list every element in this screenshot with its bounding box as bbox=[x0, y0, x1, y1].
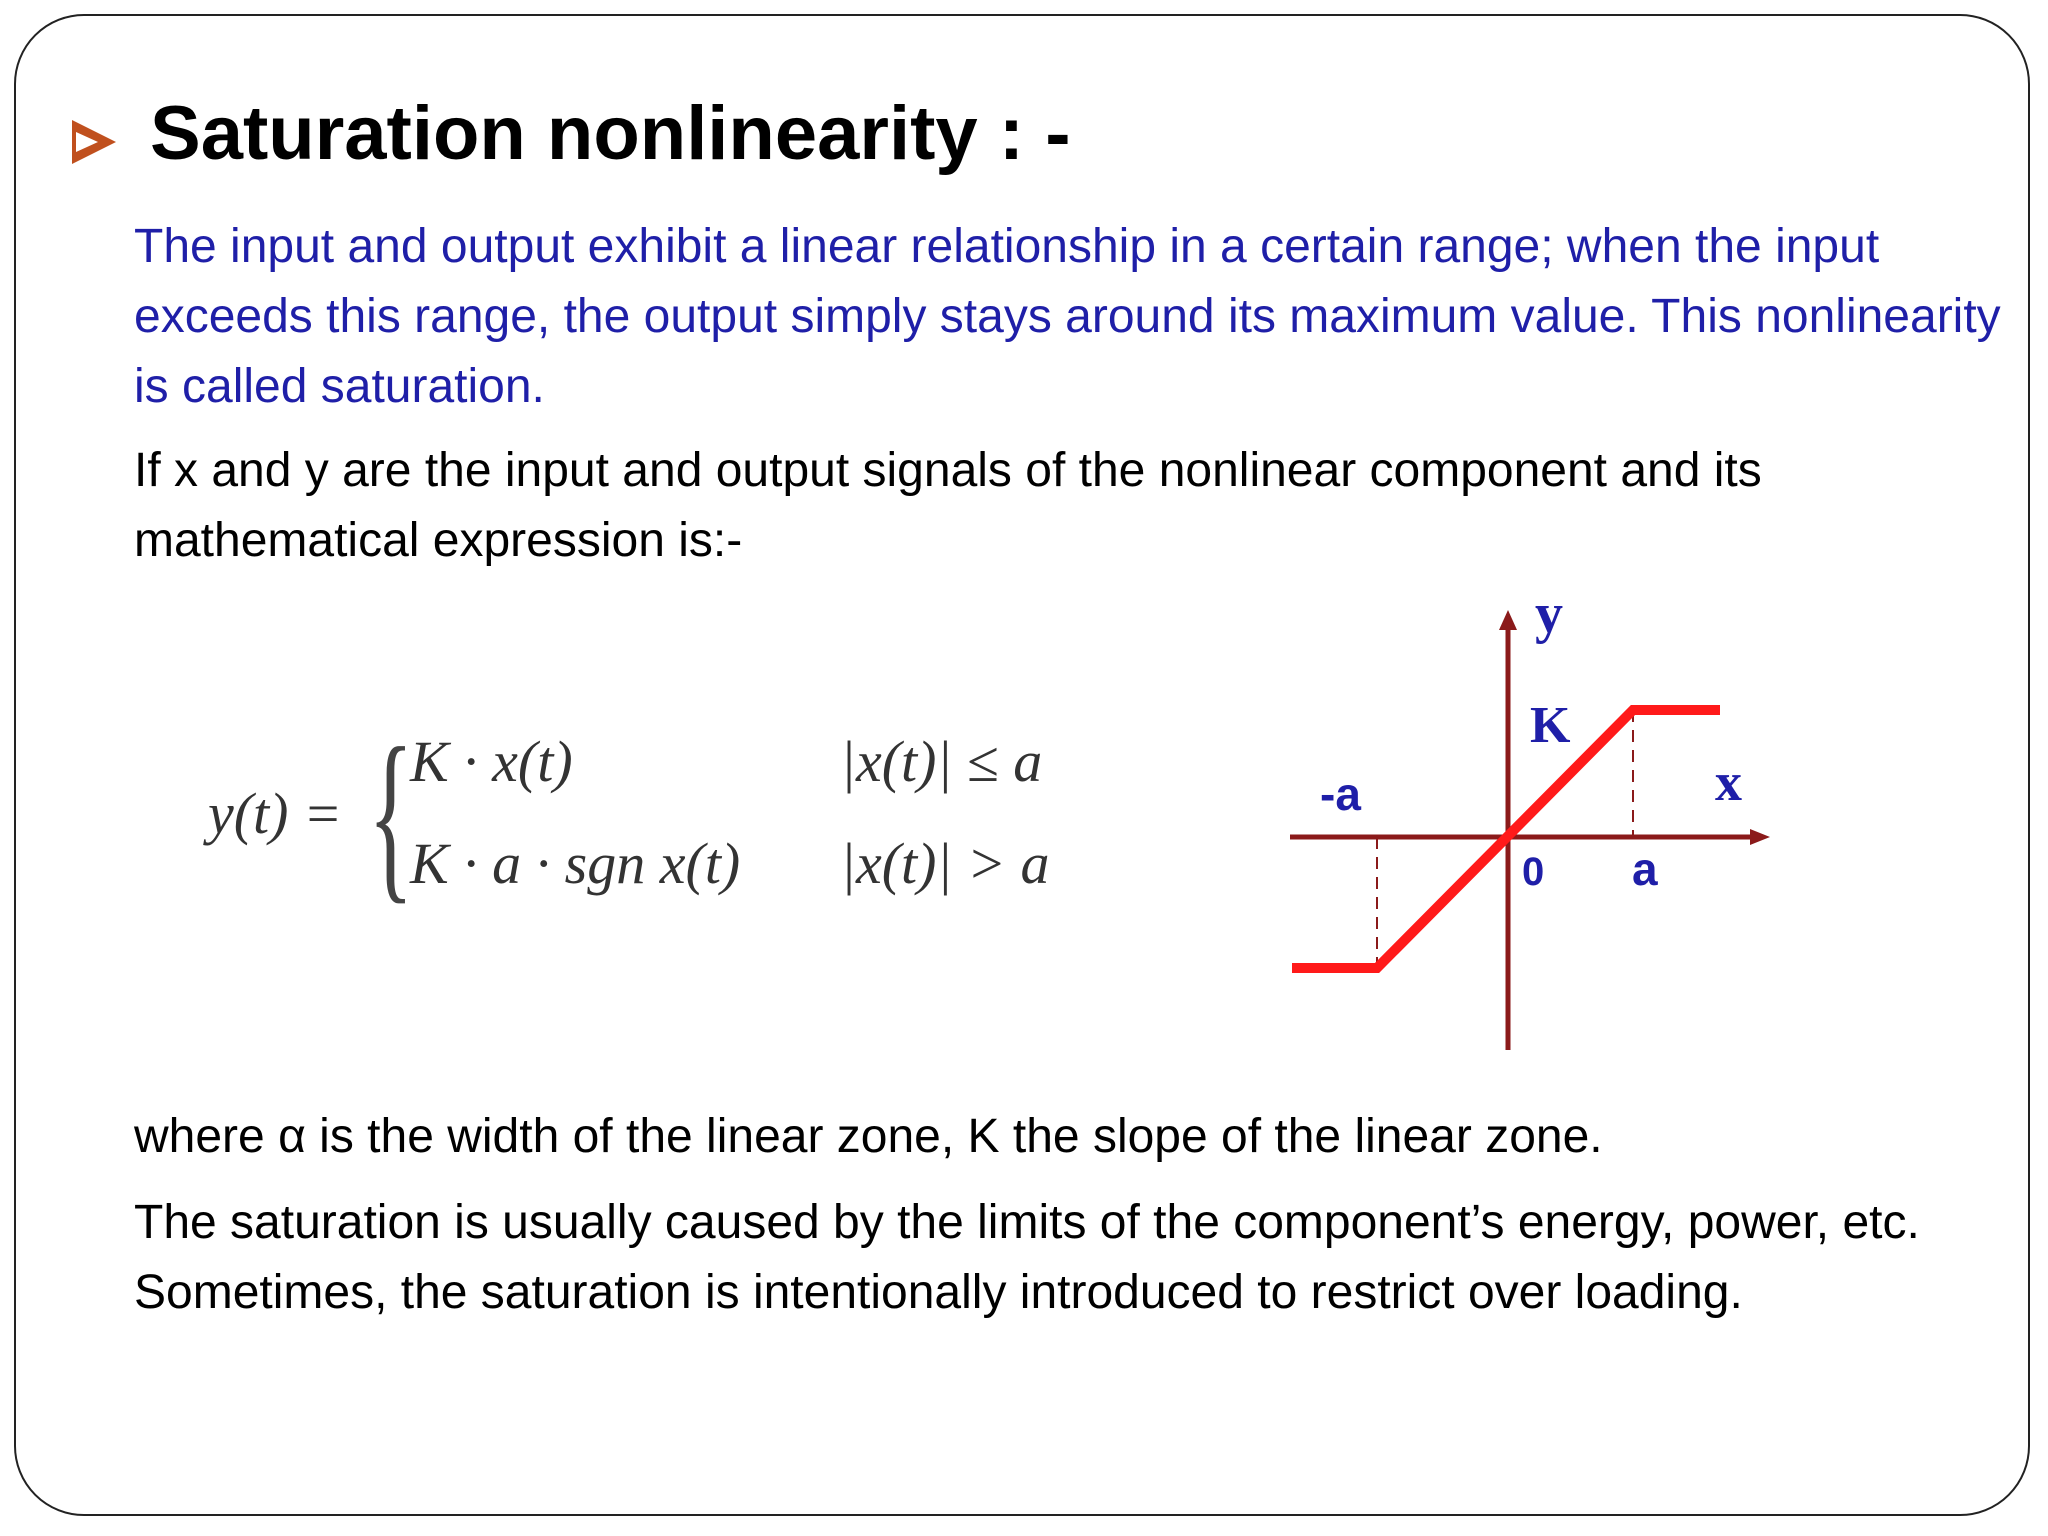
formula-case1-expression: K · x(t) bbox=[410, 729, 573, 794]
explanation-paragraph: The saturation is usually caused by the limits of the component’s energy, power, etc. Sometimes, the saturation is intentionally introduced to restrict over loading. bbox=[134, 1196, 1920, 1319]
x-axis-arrow-icon bbox=[1750, 829, 1770, 845]
neg-a-label: -a bbox=[1320, 768, 1361, 820]
y-axis-arrow-icon bbox=[1499, 610, 1517, 630]
saturation-graph bbox=[1250, 580, 1770, 1060]
signals-intro-paragraph: If x and y are the input and output signals of the nonlinear component and its mathematical expression is:- bbox=[134, 444, 1762, 567]
where-text: where α is the width of the linear zone, K the slope of the linear zone. bbox=[134, 1110, 1603, 1163]
where-paragraph bbox=[134, 1102, 2004, 1172]
a-label: a bbox=[1632, 843, 1658, 895]
arrow-bullet-icon bbox=[72, 120, 116, 164]
formula-case2-condition: |x(t)| > a bbox=[840, 831, 1050, 896]
formula-case1-condition: |x(t)| ≤ a bbox=[840, 729, 1043, 794]
k-label: K bbox=[1530, 697, 1571, 754]
x-axis-label: x bbox=[1715, 752, 1742, 812]
slide-title: Saturation nonlinearity : - bbox=[150, 91, 1071, 176]
formula-lhs: y(t) = bbox=[208, 781, 343, 846]
y-axis-label: y bbox=[1535, 583, 1563, 645]
definition-paragraph: The input and output exhibit a linear relationship in a certain range; when the input exceeds this range, the output simply stays around its maximum value. This nonlinearity is called saturation. bbox=[134, 220, 2001, 413]
saturation-formula bbox=[200, 700, 1100, 940]
formula-case2-expression: K · a · sgn x(t) bbox=[410, 831, 741, 896]
formula-brace: { bbox=[368, 710, 414, 920]
origin-label: 0 bbox=[1522, 850, 1545, 894]
